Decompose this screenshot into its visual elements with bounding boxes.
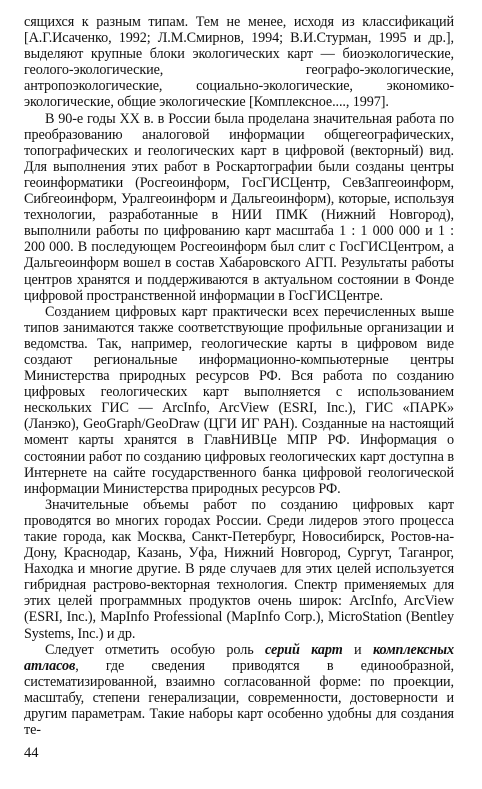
paragraph-3: Созданием цифровых карт практически всех перечисленных выше типов занимаются также соответствующие профильные организации и ведомства. Так, например, геологические карты в цифровом виде создают региональные информационно-компьютерные центры Министерства природных ресурсов РФ. Вся работа по созданию цифровых геологических карт выполняется с использованием нескольких ГИС — ArcInfo, ArcView (ESRI, Inc.), ГИС «ПАРК» (Ланэко), GeoGraph/GeoDraw (ЦГИ ИГ РАН). Созданные на настоящий момент карты хранятся в ГлавНИВЦе МПР РФ. Информация о состоянии работ по созданию цифровых геологических карт доступна в Интернете на сайте государственного банка цифровой геологической информации Министерства природных ресурсов РФ. [24,303,454,497]
paragraph-5-conj: и [342,641,373,658]
paragraph-5-rest: , где сведения приводятся в единообразной, систематизированной, взаимно согласованной форме: по проекции, масштабу, степени генерализации, современности, достоверности и другим параметрам. Такие наборы карт особенно удобны для создания те- [24,657,454,739]
paragraph-2: В 90-е годы XX в. в России была проделана значительная работа по преобразованию аналоговой информации общегеографических, топографических и геологических карт в цифровой (векторный) вид. Для выполнения этих работ в Роскартографии были созданы центры геоинформатики (Росгеоинформ, ГосГИСЦентр, СевЗапгеоинформ, Сибгеоинформ, Уралгеоинформ и Дальгеоинформ), которые, используя технологии, разработанные в НИИ ПМК (Нижний Новгород), выполнили работы по цифрованию карт масштаба 1 : 1 000 000 и 1 : 200 000. В последующем Росгеоинформ был слит с ГосГИСЦентром, а Дальгеоинформ вошел в состав Хабаровского АГП. Результаты работы центров хранятся и поддерживаются в актуальном состоянии в Фонде цифровой пространственной информации в ГосГИСЦентре. [24,110,454,304]
paragraph-5 [24,642,454,739]
paragraph-5-lead: Следует отметить особую роль [45,641,265,658]
paragraph-1: сящихся к разным типам. Тем не менее, исходя из классификаций [А.Г.Исаченко, 1992; Л.М.Смирнов, 1994; В.И.Стурман, 1995 и др.], выделяют крупные блоки экологических карт — биоэкологические, геолого-экологические, географо-экологические, антропоэкологические, социально-экологические, экономико-экологические, общие экологические [Комплексное...., 1997]. [24,14,454,111]
body-text [24,14,454,738]
paragraph-4: Значительные объемы работ по созданию цифровых карт проводятся во многих городах России. Среди лидеров этого процесса такие города, как Москва, Санкт-Петербург, Новосибирск, Ростов-на-Дону, Краснодар, Казань, Уфа, Нижний Новгород, Сургут, Таганрог, Находка и многие другие. В ряде случаев для этих целей используется гибридная растрово-векторная технология. Спектр применяемых для этих целей программных продуктов очень широк: ArcInfo, ArcView (ESRI, Inc.), MapInfo Professional (MapInfo Corp.), MicroStation (Bentley Systems, Inc.) и др. [24,496,454,642]
emphasis-complex-atlases: комплексных атласов [24,641,454,674]
emphasis-map-series: серий карт [264,641,343,658]
page-number: 44 [24,745,39,761]
